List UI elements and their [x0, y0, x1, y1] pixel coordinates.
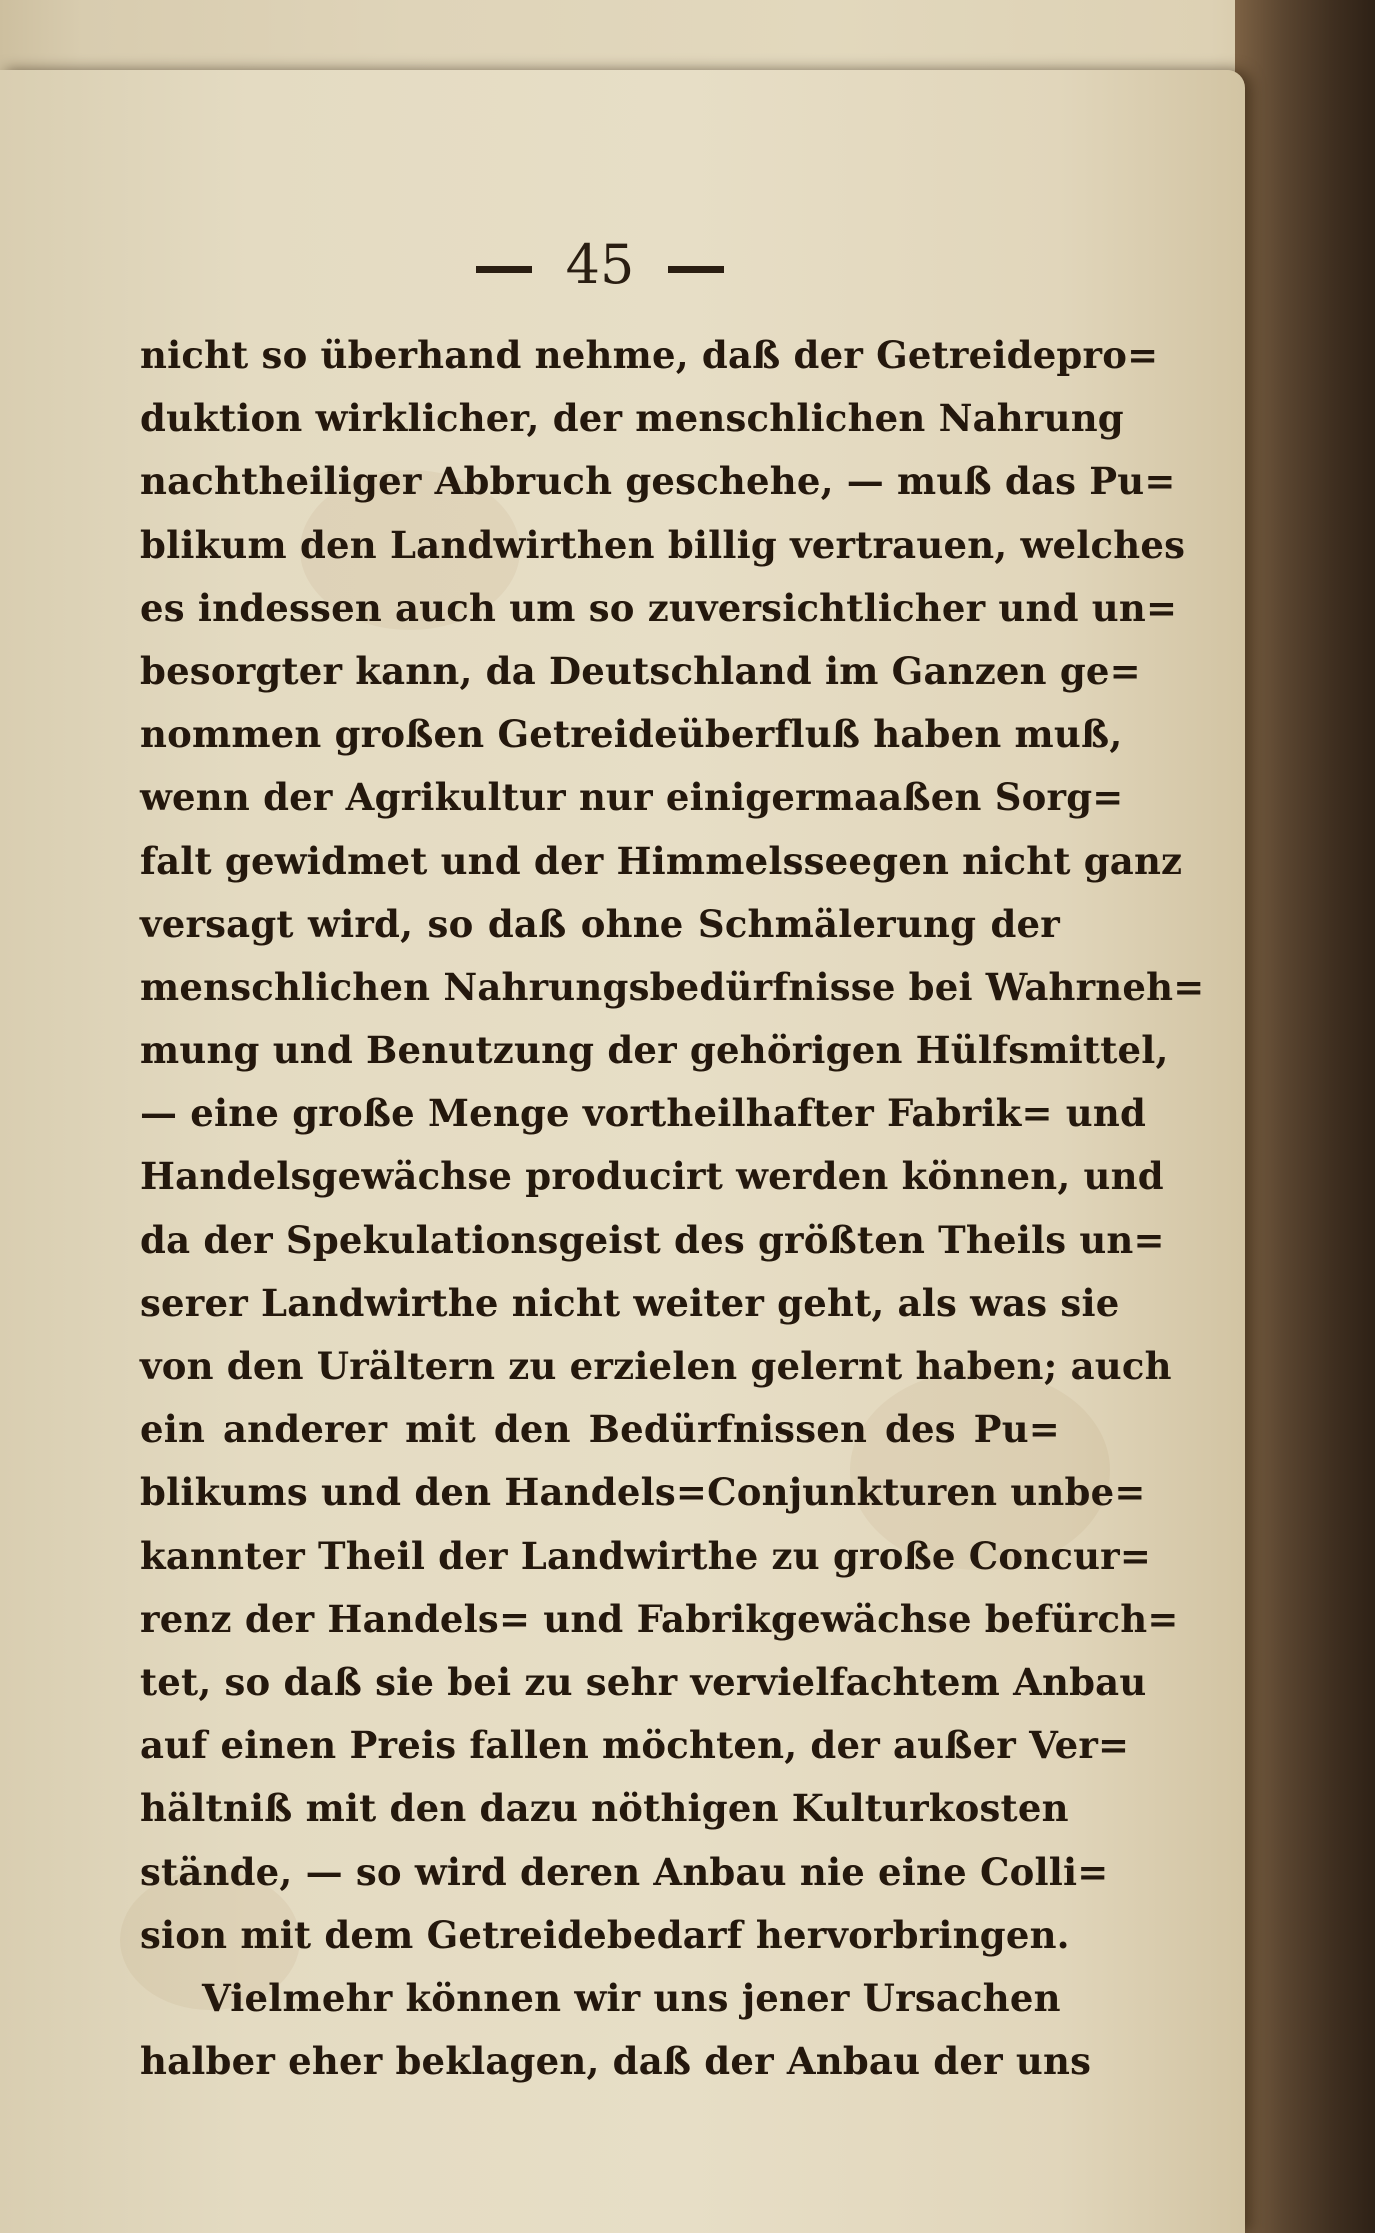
text-line: ein anderer mit den Bedürfnissen des Pu= [140, 1407, 1060, 1452]
text-line: versagt wird, so daß ohne Schmälerung der [140, 901, 1060, 946]
text-line: Handelsgewächse producirt werden können, und [140, 1154, 1164, 1199]
text-line: falt gewidmet und der Himmelsseegen nicht ganz [140, 838, 1183, 883]
page-content [140, 220, 1205, 2093]
text-line: besorgter kann, da Deutschland im Ganzen ge= [140, 648, 1141, 693]
text-line: duktion wirklicher, der menschlichen Nahrung [140, 396, 1124, 441]
text-line: mung und Benutzung der gehörigen Hülfsmittel, [140, 1028, 1169, 1073]
text-line: tet, so daß sie bei zu sehr vervielfachtem Anbau [140, 1659, 1147, 1704]
text-line: nicht so überhand nehme, daß der Getreidepro= [140, 333, 1159, 377]
header-dash-right [668, 266, 724, 273]
text-line: halber eher beklagen, daß der Anbau der uns [140, 2039, 1092, 2084]
text-line: kannter Theil der Landwirthe zu große Concur= [140, 1533, 1152, 1578]
book-cover-edge [1235, 0, 1375, 2233]
text-line: nommen großen Getreideüberfluß haben muß, [140, 712, 1123, 757]
text-line: wenn der Agrikultur nur einigermaaßen Sorg= [140, 775, 1124, 820]
text-line: stände, — so wird deren Anbau nie eine Colli= [140, 1849, 1109, 1894]
text-line: Vielmehr können wir uns jener Ursachen [202, 1975, 1061, 2020]
text-line: renz der Handels= und Fabrikgewächse befürch= [140, 1596, 1179, 1641]
text-line: auf einen Preis fallen möchten, der außer Ver= [140, 1723, 1130, 1768]
text-line: — eine große Menge vortheilhafter Fabrik= und [140, 1091, 1147, 1136]
header-dash-left [476, 266, 532, 273]
text-line: da der Spekulationsgeist des größten Theils un= [140, 1217, 1165, 1262]
text-line: nachtheiliger Abbruch geschehe, — muß das Pu= [140, 459, 1176, 504]
text-line: blikums und den Handels=Conjunkturen unbe= [140, 1470, 1146, 1515]
page-header [140, 220, 1060, 310]
page-number: 45 [565, 233, 635, 296]
text-line: es indessen auch um so zuversichtlicher und un= [140, 585, 1178, 630]
text-line: blikum den Landwirthen billig vertrauen, welches [140, 522, 1186, 567]
text-line: von den Urältern zu erzielen gelernt haben; auch [140, 1344, 1172, 1388]
text-line: serer Landwirthe nicht weiter geht, als was sie [140, 1280, 1120, 1325]
book-page [0, 70, 1245, 2233]
text-line: sion mit dem Getreidebedarf hervorbringen. [140, 1912, 1070, 1957]
text-line: menschlichen Nahrungsbedürfnisse bei Wahrneh= [140, 964, 1205, 1009]
text-line: hältniß mit den dazu nöthigen Kulturkosten [140, 1786, 1069, 1831]
